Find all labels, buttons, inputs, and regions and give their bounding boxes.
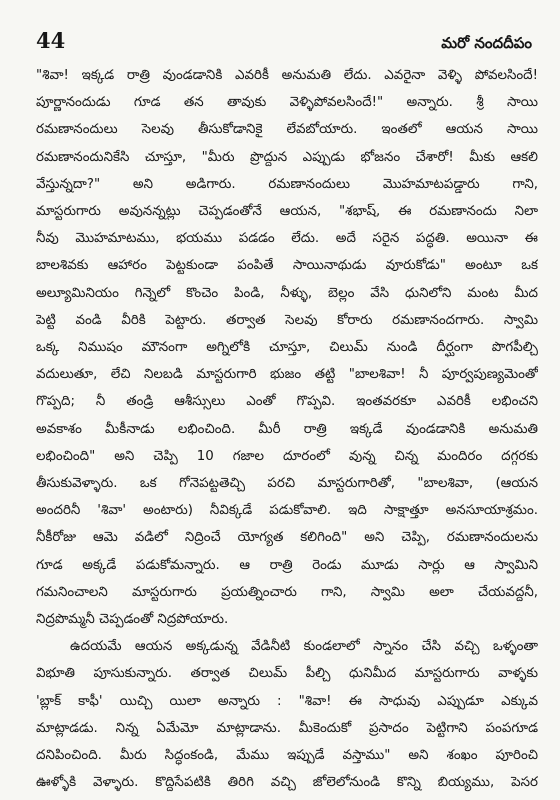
text-line: నిద్రపొమ్మనీ చెప్పడంతో నిద్రపోయారు. [36, 612, 229, 628]
text-line: గూడ అక్కడే పడుకోమన్నారు. ఆ రాత్రి రెండు మూడు సార్లు ఆ స్వామిని [36, 557, 538, 573]
page-header [36, 28, 538, 62]
text-line: ఒక్క నిముషం మౌనంగా అగ్నిలోకి చూస్తూ, చిలుమ్ నుండి దీర్ఘంగా పొగపీల్చి [36, 340, 538, 356]
text-line: తీసుకువెళ్ళారు. ఒక గోనెపట్టతెచ్చి పరచి మాస్టరుగారితో, "బాలశివా, (ఆయన [36, 476, 538, 492]
text-line: దనిపించింది. మీరు సిద్ధంకండి, మేము ఇప్పుడే వస్తాము" అని శంఖం పూరించి [36, 748, 538, 764]
body-text [36, 62, 538, 796]
text-line: "శివా! ఇక్కడ రాత్రి వుండడానికి ఎవరికీ అనుమతి లేదు. ఎవరైనా వెళ్ళి పోవలసిందే! [36, 68, 538, 83]
text-line: నీవు మొహమాటము, భయము పడడం లేదు. అదే సరైన పద్ధతి. అయినా ఈ [36, 231, 538, 247]
text-line: బాలశివకు ఆహారం పెట్టకుండా పంపితే సాయినాథుడు వూరుకోడు" అంటూ ఒక [36, 258, 538, 274]
text-line: గమనించాలని మాస్టరుగారు ప్రయత్నించారు గాని, స్వామి అలా చేయవద్దనీ, [36, 584, 538, 600]
page-number: 44 [36, 28, 66, 53]
text-line: అల్యూమినియం గిన్నెలో కొంచెం పిండి, నీళ్ళు, బెల్లం వేసి ధునిలోని మంట మీద [36, 285, 538, 301]
text-line: 'బ్లాక్ కాఫీ' యిచ్చి యిలా అన్నారు : "శివా! ఈ సాధువు ఎప్పుడూ ఎక్కువ [36, 693, 538, 709]
text-line: మాస్టరుగారు అవునన్నట్లు చెప్పడంతోనే ఆయన, "శభాష్, ఈ రమణానందు నిలా [36, 204, 538, 220]
text-line: ఉదయమే ఆయన అక్కడున్న వేడినీటి కుండలాలో స్నానం చేసి వచ్చి ఒళ్ళంతా [70, 639, 538, 655]
text-line: రమణానందులు సెలవు తీసుకోడానికై లేవబోయారు. ఇంతలో ఆయన సాయి [36, 122, 538, 138]
text-line: ఊళ్ళోకి వెళ్ళారు. కొద్దిసేపటికి తిరిగి వచ్చి జోలెలోనుండి కొన్ని బియ్యము, పెసర [36, 775, 538, 791]
text-line: వదులుతూ, లేచి నిలబడి మాస్టరుగారి భుజం తట్టి "బాలశివా! నీ పూర్వపుణ్యమెంతో [36, 367, 538, 383]
running-title: మరో నందదీపం [441, 34, 532, 52]
text-line: మాట్లాడడు. నిన్న ఏమేమో మాట్లాడాను. మీకెందుకో ప్రసాదం పెట్టిగాని పంపగూడ [36, 720, 538, 736]
text-line: విభూతి పూసుకున్నారు. తర్వాత చిలుమ్ పీల్చి ధునిమీద మాస్టరుగారు వాళ్ళకు [36, 666, 538, 682]
text-line: నీకీరోజు ఆమె వడిలో నిద్రించే యోగ్యత కలిగింది" అని చెప్పి, రమణానందులను [36, 530, 538, 546]
text-line: లభించింది" అని చెప్పి 10 గజాల దూరంలో వున్న చిన్న మందిరం దగ్గరకు [36, 448, 538, 464]
text-line: వేస్తున్నదా?" అని అడిగారు. రమణానందులు మొహమాటపడ్డారు గాని, [36, 176, 538, 192]
text-line: గొప్పది; నీ తండ్రి ఆశీస్సులు ఎంతో గొప్పవి. ఇంతవరకూ ఎవరికీ లభించని [36, 394, 538, 410]
text-line: అవకాశం మీకీనాడు లభించింది. మీరీ రాత్రి ఇక్కడే వుండడానికి అనుమతి [36, 421, 538, 437]
text-line: పూర్ణానందుడు గూడ తన తావుకు వెళ్ళిపోవలసిందే!" అన్నారు. శ్రీ సాయి [36, 95, 538, 111]
text-line: రమణానందునికేసి చూస్తూ, "మీరు ప్రొద్దున ఎప్పుడు భోజనం చేశారో! మీకు ఆకలి [36, 149, 538, 165]
text-line: అందరినీ 'శివా' అంటారు) నీవిక్కడే పడుకోవాలి. ఇది సాక్షాత్తూ అనసూయాశ్రమం. [36, 503, 538, 519]
text-line: పెట్టి వండి వీరికి పెట్టారు. తర్వాత సెలవు కోరారు రమణానందగారు. స్వామి [36, 312, 538, 328]
